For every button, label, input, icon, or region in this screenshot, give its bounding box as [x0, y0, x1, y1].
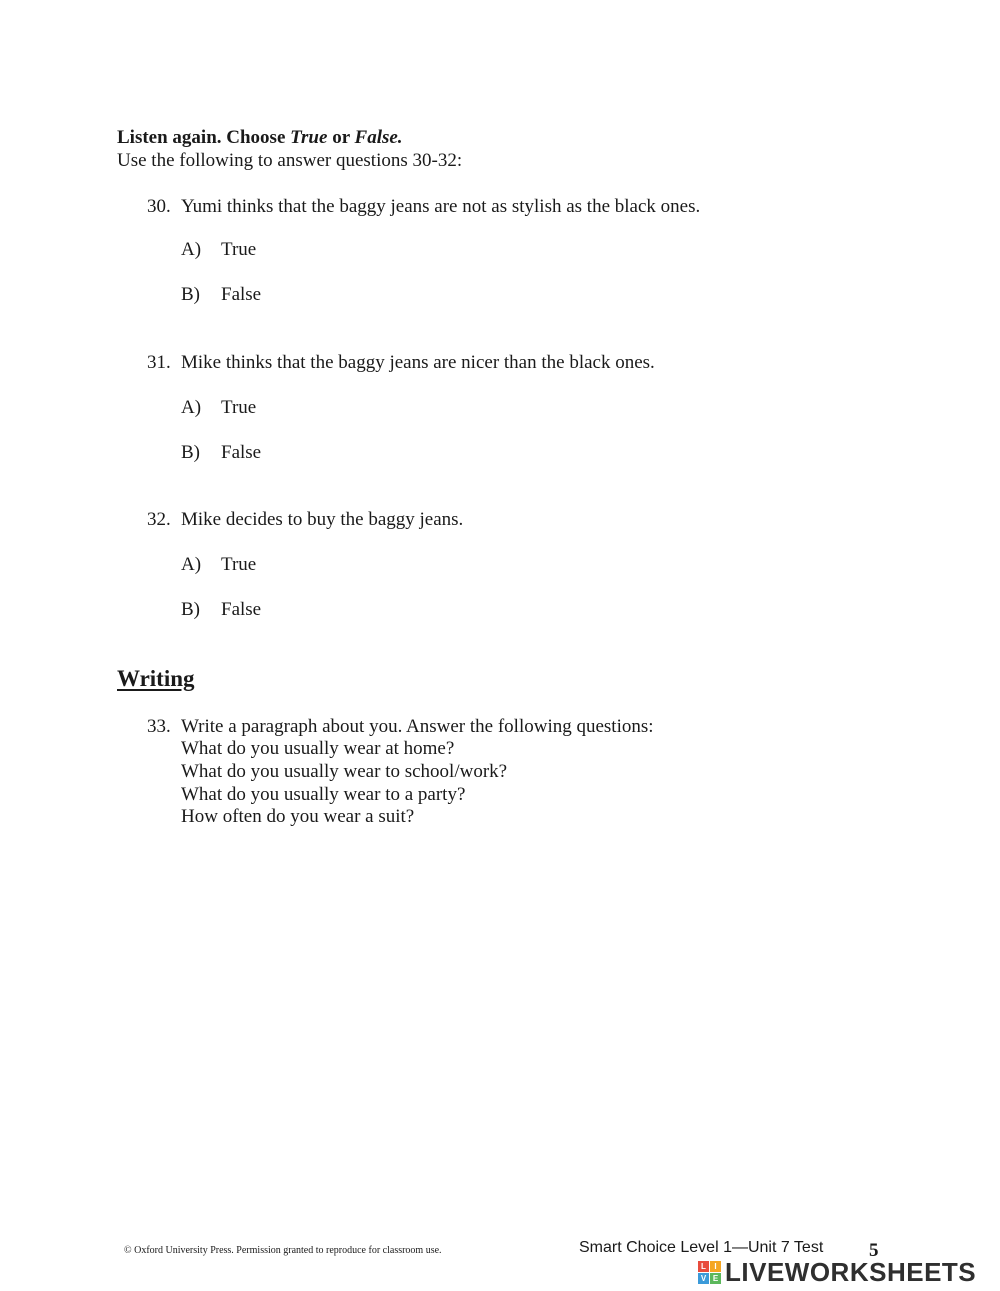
heading-true: True — [290, 127, 328, 148]
question-text: Mike thinks that the baggy jeans are nicer than the black ones. — [181, 352, 655, 373]
option-letter: B) — [181, 599, 200, 620]
question-number: 30. — [147, 196, 171, 217]
logo-cube: V — [698, 1273, 709, 1284]
page-number: 5 — [869, 1240, 879, 1261]
option-true[interactable]: True — [221, 397, 257, 418]
question-number: 31. — [147, 352, 171, 373]
option-letter: A) — [181, 397, 202, 418]
option-letter: B) — [181, 284, 200, 305]
question-number: 33. — [147, 716, 171, 737]
writing-question: What do you usually wear to school/work? — [181, 761, 508, 782]
option-letter: A) — [181, 239, 202, 260]
writing-question: What do you usually wear to a party? — [181, 784, 466, 805]
writing-question: What do you usually wear at home? — [181, 738, 455, 759]
question-number: 32. — [147, 509, 171, 530]
copyright-notice: © Oxford University Press. Permission granted to reproduce for classroom use. — [124, 1245, 442, 1256]
question-text: Yumi thinks that the baggy jeans are not as stylish as the black ones. — [181, 196, 701, 217]
logo-cubes-icon — [698, 1261, 721, 1284]
option-false[interactable]: False — [221, 284, 262, 305]
logo-cube: L — [698, 1261, 709, 1272]
heading-false: False. — [354, 127, 403, 148]
writing-question: How often do you wear a suit? — [181, 806, 415, 827]
option-false[interactable]: False — [221, 442, 262, 463]
instructions-heading — [117, 127, 403, 149]
option-letter: B) — [181, 442, 200, 463]
liveworksheets-logo — [698, 1258, 976, 1286]
option-false[interactable]: False — [221, 599, 262, 620]
heading-prefix: Listen again. Choose — [117, 127, 291, 148]
option-true[interactable]: True — [221, 239, 257, 260]
logo-cube: E — [710, 1273, 721, 1284]
option-true[interactable]: True — [221, 554, 257, 575]
question-text: Mike decides to buy the baggy jeans. — [181, 509, 464, 530]
writing-section-title: Writing — [117, 666, 195, 691]
test-title: Smart Choice Level 1—Unit 7 Test — [579, 1239, 824, 1256]
option-letter: A) — [181, 554, 202, 575]
logo-cube: I — [710, 1261, 721, 1272]
writing-prompt: Write a paragraph about you. Answer the following questions: — [181, 716, 654, 737]
instructions-subline: Use the following to answer questions 30-32: — [117, 150, 463, 171]
logo-text: LIVEWORKSHEETS — [725, 1256, 977, 1287]
heading-or: or — [327, 127, 355, 148]
